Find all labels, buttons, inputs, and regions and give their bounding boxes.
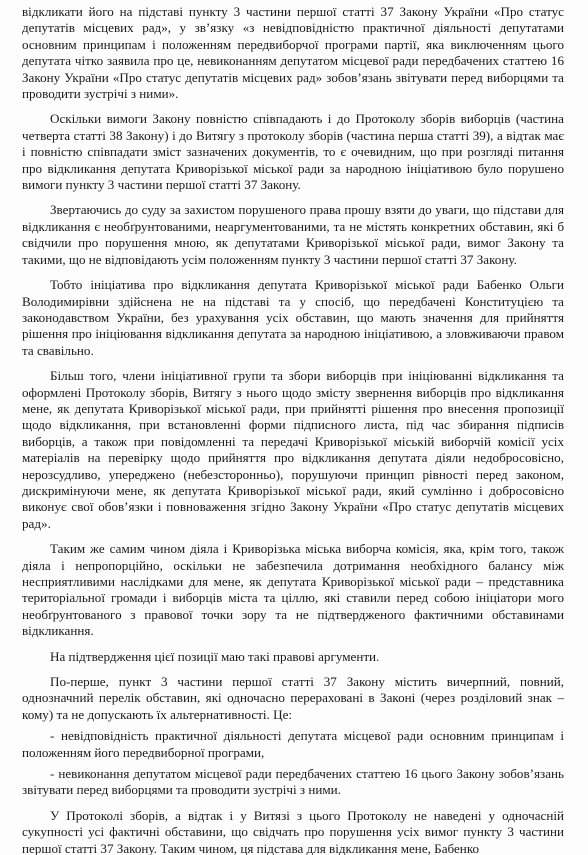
paragraph-first-argument: По-перше, пункт 3 частини першої статті 37 Закону містить вичерпний, повний, однозначний перелік обставин, які одночасно перераховані в Законі (через розділовий знак – кому) та не допускають їх альтернативності. Це: <box>22 674 564 722</box>
paragraph-legal-arguments-intro: На підтвердження цієї позиції маю такі правові аргументи. <box>50 648 380 664</box>
paragraph-election-commission: Таким же самим чином діяла і Криворізька міська виборча комісія, яка, крім того, також діяла і непропорційно, оскільки не забезпечила дотримання необхідного балансу між несприятливими наслідками для мене, як депутата Криворізької міської ради – представника територіальної громади і виборців міста та ціллю, які ставили перед собою ініціатори мого необґрунтованого з правової точки зору та не підтвердженого фактичними обставинами відкликання. <box>22 541 564 639</box>
paragraph-protocol-deficiency: У Протоколі зборів, а відтак і у Витязі з цього Протоколу не наведені у одночасній сукупності усі фактичні обставини, що свідчать про порушення усіх вимог пункту 3 частини першої статті 37 Закону. Таким чином, ця підстава для відкликання мене, Бабенко <box>22 807 564 855</box>
paragraph-initiative-unlawful: Тобто ініціатива про відкликання депутата Криворізької міської ради Бабенко Ольги Володимирівни здійснена не на підставі та у спосіб, що передбачені Конституцією та законодавством України, без урахування усіх обставин, що мають значення для прийняття рішення про ініціювання відкликання депутата за народною ініціативою, а зловживаючи правом та свавільно. <box>22 277 564 358</box>
paragraph-initiative-group: Більш того, члени ініціативної групи та збори виборців при ініціюванні відкликання та оформлені Протоколу зборів, Витягу з нього щодо змісту звернення виборців про відкликання мене, як депутата Криворізької міської ради, при прийнятті рішення про внесення пропозиції щодо відкликання, при встановленні форми підписного листа, під час збирання підписів виборців, а також при повідомленні та передачі Криворізької міській виборчій комісії усіх матеріалів на перевірку щодо прийняття про відкликання депутата діяли недобросовісно, нерозсудливо, упереджено (небезсторонньо), порушуючи принцип рівності перед законом, дискримінуючи мене, як депутата Криворізької міської ради, який сумлінно і добросовісно виконує свої обов’язки і повноваження згідно Закону України «Про статус депутатів місцевих рад». <box>22 368 564 531</box>
paragraph-continuation: відкликати його на підставі пункту 3 частини першої статті 37 Закону України «Про статус депутатів місцевих рад», у зв’язку «з невідповідністю практичної діяльності депутатами основним принципам і положенням передвиборчої програми партії, яка виключенням цього депутата чітко заявила про це, невиконанням депутатом місцевої ради передбачених статтею 16 Закону України «Про статус депутатів місцевих рад» зобов’язань звітувати перед виборцями та проводити зустрічі з ними». <box>22 4 564 102</box>
paragraph-appeal-to-court: Звертаючись до суду за захистом порушеного права прошу взяти до уваги, що підстави для відкликання є необґрунтованими, неаргументованими, та не містять конкретних обставин, які б свідчили про порушення мною, як депутатами Криворізької міської ради, вимог Закону та такими, що не відповідають усім положенням пункту 3 частини першої статті 37 Закону. <box>22 202 564 267</box>
list-item-noncompliance: - невідповідність практичної діяльності депутата місцевої ради основним принципам і положенням його передвиборної програми, <box>22 728 564 760</box>
paragraph-requirements-match: Оскільки вимоги Закону повністю співпадають і до Протоколу зборів виборців (частина четверта статті 38 Закону) і до Витягу з протоколу зборів (частина перша статті 39), а відтак має і повністю співпадати зміст зазначених документів, то є очевидним, що при розгляді питання про відкликання депутата Криворізької міської ради за народною ініціативою було порушено вимоги пункту 3 частини першої статті 37 Закону. <box>22 111 564 193</box>
list-item-reporting-failure: - невиконання депутатом місцевої ради передбачених статтею 16 цього Закону зобов’язань звітувати перед виборцями та проводити зустрічі з ними. <box>22 766 564 798</box>
